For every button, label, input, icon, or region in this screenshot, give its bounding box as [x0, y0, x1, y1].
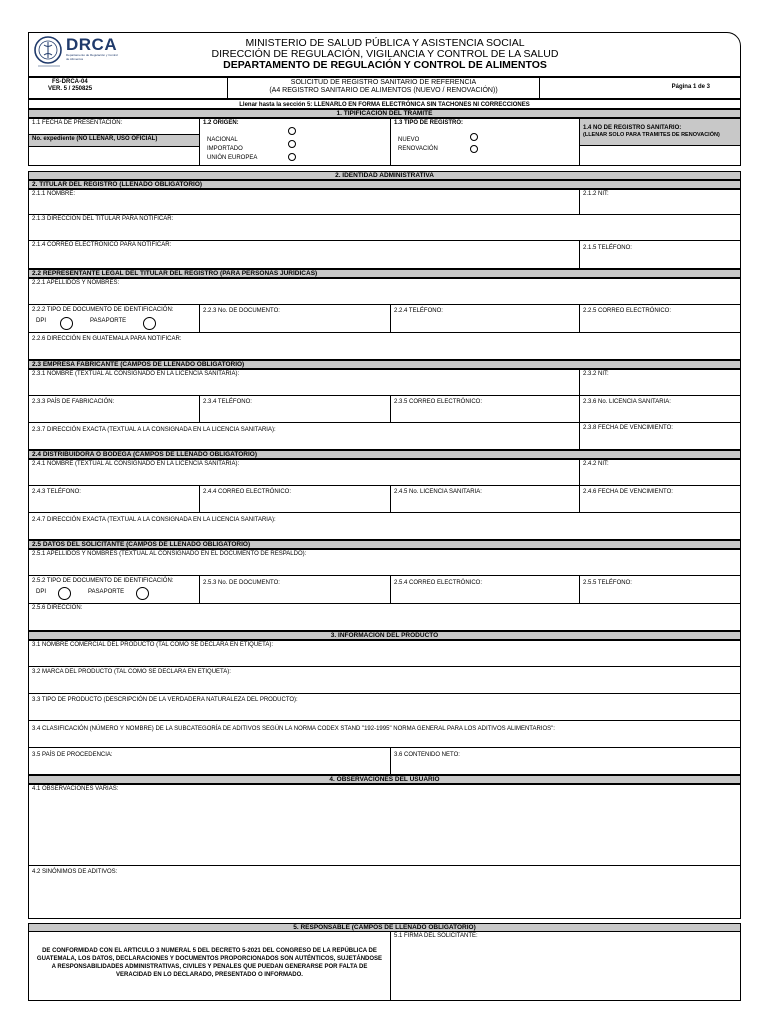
- field-label: 2.4.2 NIT:: [583, 461, 609, 467]
- rep-apellidos-field[interactable]: [28, 278, 741, 305]
- expediente-blank: [28, 146, 200, 166]
- dist-vencimiento-field[interactable]: [579, 485, 741, 513]
- sol-direccion-field[interactable]: [28, 603, 741, 631]
- field-label: 2.1.2 NIT:: [583, 191, 609, 197]
- sol-dpi-radio[interactable]: [58, 587, 71, 600]
- section-5-title: 5. RESPONSABLE (CAMPOS DE LLENADO OBLIGATORIO): [28, 923, 741, 932]
- observaciones-field[interactable]: [28, 784, 741, 866]
- field-label: 2.2.2 TIPO DE DOCUMENTO DE IDENTIFICACIÓN:: [32, 307, 174, 313]
- sol-no-doc-field[interactable]: [199, 575, 391, 604]
- sol-correo-field[interactable]: [390, 575, 580, 604]
- field-label: 2.5.3 No. DE DOCUMENTO:: [203, 580, 280, 586]
- logo-text: DRCA: [66, 35, 118, 54]
- origin-ue-label: UNIÓN EUROPEA: [207, 155, 258, 161]
- type-nuevo-radio[interactable]: [470, 133, 478, 141]
- dist-correo-field[interactable]: [199, 485, 391, 513]
- field-note: (LLENAR SOLO PARA TRAMITES DE RENOVACIÓN): [583, 132, 720, 138]
- form-version: VER. 5 / 250825: [48, 86, 93, 92]
- field-label: 2.5.6 DIRECCIÓN:: [32, 605, 83, 611]
- field-label: 2.2.5 CORREO ELECTRÓNICO:: [583, 308, 672, 314]
- titular-telefono-field[interactable]: [579, 240, 741, 269]
- rep-correo-field[interactable]: [579, 304, 741, 333]
- field-label: 2.3.7 DIRECCIÓN EXACTA (TEXTUAL A LA CONSIGNADA EN LA LICENCIA SANITARIA):: [32, 427, 276, 433]
- field-label: 2.4.6 FECHA DE VENCIMIENTO:: [583, 489, 673, 495]
- page-number: Página 1 de 3: [671, 84, 710, 90]
- field-label: 2.3.8 FECHA DE VENCIMIENTO:: [583, 425, 673, 431]
- field-label: 2.2.3 No. DE DOCUMENTO:: [203, 308, 280, 314]
- fab-pais-field[interactable]: [28, 395, 200, 423]
- fecha-presentacion-field[interactable]: [28, 118, 200, 135]
- dist-nombre-field[interactable]: [28, 459, 580, 486]
- section-1-title: 1. TIPIFICACIÓN DEL TRAMITE: [28, 109, 741, 118]
- firma-field[interactable]: [390, 931, 741, 1001]
- field-label: 2.1.5 TELÉFONO:: [583, 245, 632, 251]
- type-renovacion-radio[interactable]: [470, 145, 478, 153]
- section-2-5-title: 2.5 DATOS DEL SOLICITANTE (CAMPOS DE LLENADO OBLIGATORIO): [28, 540, 741, 549]
- field-label: 2.5.5 TELÉFONO:: [583, 580, 632, 586]
- field-label: 1.1 FECHA DE PRESENTACIÓN:: [32, 120, 123, 126]
- section-2-2-title: 2.2 REPRESENTANTE LEGAL DEL TITULAR DEL REGISTRO (PARA PERSONAS JURÍDICAS): [28, 269, 741, 278]
- field-label: 2.3.2 NIT:: [583, 371, 609, 377]
- titular-nombre-field[interactable]: [28, 189, 580, 215]
- field-label: 2.1.4 CORREO ELECTRÓNICO PARA NOTIFICAR:: [32, 242, 172, 248]
- titular-nit-field[interactable]: [579, 189, 741, 215]
- field-label: 2.3.6 No. LICENCIA SANITARIA:: [583, 399, 671, 405]
- rep-no-doc-field[interactable]: [199, 304, 391, 333]
- form-code-cell: [28, 77, 228, 99]
- field-label: 3.5 PAÍS DE PROCEDENCIA:: [32, 752, 113, 758]
- dist-telefono-field[interactable]: [28, 485, 200, 513]
- field-label: 1.4 NO DE REGISTRO SANITARIO:: [583, 125, 682, 131]
- field-label: 3.6 CONTENIDO NETO:: [394, 752, 460, 758]
- logo: [30, 34, 120, 74]
- titular-correo-field[interactable]: [28, 240, 580, 269]
- instruction: Llenar hasta la sección 5: LLENARLO EN FORMA ELECTRÓNICA SIN TACHONES NI CORRECCIONES: [28, 99, 741, 109]
- prod-tipo-field[interactable]: [28, 693, 741, 721]
- field-label: 3.1 NOMBRE COMERCIAL DEL PRODUCTO (TAL COMO SE DECLARA EN ETIQUETA):: [32, 642, 274, 648]
- section-2-3-title: 2.3 EMPRESA FABRICANTE (CAMPOS DE LLENADO OBLIGATORIO): [28, 360, 741, 369]
- field-label: 2.2.4 TELÉFONO:: [394, 308, 443, 314]
- field-label: 1.2 ORIGEN:: [203, 120, 239, 126]
- rep-telefono-field[interactable]: [390, 304, 580, 333]
- titular-direccion-field[interactable]: [28, 214, 741, 241]
- rep-dpi-label: DPI: [36, 318, 47, 324]
- field-label: 2.1.3 DIRECCIÓN DEL TITULAR PARA NOTIFICAR:: [32, 216, 174, 222]
- declaration-text: DE CONFORMIDAD CON EL ARTICULO 3 NUMERAL 5 DEL DECRETO 5-2021 DEL CONGRESO DE LA REPÚBLICA DE GUATEMALA, LOS DATOS, DECLARACIONES Y DOCUMENTOS PROPORCIONADOS SON AUTÉNTICOS, SUJETÁNDOSE A RESPONSABILIDADES ADMINISTRATIVAS, CIVILES Y PENALES QUE PUEDAN GENERARSE POR FALTA DE VERACIDAD EN LO DECLARADO, PRESENTADO O INFORMADO.: [36, 948, 383, 978]
- field-label: 4.2 SINÓNIMOS DE ADITIVOS:: [32, 869, 118, 875]
- sol-pasaporte-label: PASAPORTE: [88, 589, 125, 595]
- field-label: 2.3.1 NOMBRE (TEXTUAL AL CONSIGNADO EN LA LICENCIA SANITARIA):: [32, 371, 240, 377]
- registro-sanitario-input[interactable]: [579, 145, 741, 166]
- field-label: 2.1.1 NOMBRE:: [32, 191, 76, 197]
- field-label: 2.2.1 APELLIDOS Y NOMBRES:: [32, 280, 120, 286]
- sol-apellidos-field[interactable]: [28, 549, 741, 576]
- sol-pasaporte-radio[interactable]: [136, 587, 149, 600]
- page-number-cell: [539, 77, 741, 99]
- field-label: 2.3.3 PAÍS DE FABRICACIÓN:: [32, 399, 115, 405]
- field-label: 2.2.6 DIRECCIÓN EN GUATEMALA PARA NOTIFICAR:: [32, 336, 182, 342]
- origin-nacional-label: NACIONAL: [207, 137, 238, 143]
- fab-telefono-field[interactable]: [199, 395, 391, 423]
- section-4-title: 4. OBSERVACIONES DEL USUARIO: [28, 775, 741, 784]
- section-3-title: 3. INFORMACIÓN DEL PRODUCTO: [28, 631, 741, 640]
- fab-nombre-field[interactable]: [28, 369, 580, 396]
- prod-nombre-field[interactable]: [28, 640, 741, 667]
- origin-ue-radio[interactable]: [288, 153, 296, 161]
- field-label: 5.1 FIRMA DEL SOLICITANTE:: [394, 933, 478, 939]
- dist-direccion-field[interactable]: [28, 512, 741, 540]
- sol-telefono-field[interactable]: [579, 575, 741, 604]
- fab-nit-field[interactable]: [579, 369, 741, 396]
- field-label: 2.4.5 No. LICENCIA SANITARIA:: [394, 489, 482, 495]
- logo-tagline: Departamento de Regulación y Control de Alimentos: [66, 53, 118, 61]
- request-title-cell: [227, 77, 540, 99]
- field-label: 4.1 OBSERVACIONES VARIAS:: [32, 786, 119, 792]
- rep-dpi-radio[interactable]: [60, 317, 73, 330]
- field-label: 2.5.4 CORREO ELECTRÓNICO:: [394, 580, 483, 586]
- rep-pasaporte-label: PASAPORTE: [90, 318, 127, 324]
- dist-licencia-field[interactable]: [390, 485, 580, 513]
- field-label: 3.2 MARCA DEL PRODUCTO (TAL COMO SE DECLARA EN ETIQUETA):: [32, 669, 231, 675]
- field-label: 1.3 TIPO DE REGISTRO:: [394, 120, 464, 126]
- declaration-cell: [28, 931, 391, 1001]
- direction-title: DIRECCIÓN DE REGULACIÓN, VIGILANCIA Y CONTROL DE LA SALUD: [211, 48, 559, 60]
- field-label: 3.4 CLASIFICACIÓN (NÚMERO Y NOMBRE) DE LA SUBCATEGORÍA DE ADITIVOS SEGÚN LA NORMA CODEX STAND "192-1995" NORMA GENERAL PARA LOS ADITIVOS ALIMENTARIOS":: [32, 726, 555, 732]
- section-2-4-title: 2.4 DISTRIBUIDORA O BODEGA (CAMPOS DE LLENADO OBLIGATORIO): [28, 450, 741, 459]
- rep-direccion-field[interactable]: [28, 332, 741, 360]
- rep-pasaporte-radio[interactable]: [143, 317, 156, 330]
- field-label: 2.4.7 DIRECCIÓN EXACTA (TEXTUAL A LA CONSIGNADA EN LA LICENCIA SANITARIA):: [32, 517, 276, 523]
- origin-nacional-radio[interactable]: [288, 127, 296, 135]
- prod-clasificacion-field[interactable]: [28, 720, 741, 748]
- request-title: SOLICITUD DE REGISTRO SANITARIO DE REFERENCIA: [290, 79, 477, 86]
- department-title: DEPARTAMENTO DE REGULACIÓN Y CONTROL DE ALIMENTOS: [223, 59, 547, 71]
- request-subtitle: (A4 REGISTRO SANITARIO DE ALIMENTOS (NUEVO / RENOVACIÓN)): [269, 87, 498, 94]
- fab-correo-field[interactable]: [390, 395, 580, 423]
- field-label: 2.4.1 NOMBRE (TEXTUAL AL CONSIGNADO EN LA LICENCIA SANITARIA):: [32, 461, 240, 467]
- field-label: No. expediente (NO LLENAR, USO OFICIAL): [32, 136, 158, 142]
- section-2-1-title: 2. TITULAR DEL REGISTRO (LLENADO OBLIGATORIO): [28, 180, 741, 189]
- field-label: 2.3.5 CORREO ELECTRÓNICO:: [394, 399, 483, 405]
- fab-licencia-field[interactable]: [579, 395, 741, 423]
- origin-importado-radio[interactable]: [288, 140, 296, 148]
- fab-vencimiento-field[interactable]: [579, 422, 741, 450]
- sol-dpi-label: DPI: [36, 589, 47, 595]
- type-nuevo-label: NUEVO: [398, 137, 420, 143]
- field-label: 2.4.3 TELÉFONO:: [32, 489, 81, 495]
- prod-marca-field[interactable]: [28, 666, 741, 694]
- type-renovacion-label: RENOVACIÓN: [398, 146, 438, 152]
- field-label: 3.3 TIPO DE PRODUCTO (DESCRIPCIÓN DE LA VERDADERA NATURALEZA DEL PRODUCTO):: [32, 697, 298, 703]
- registro-sanitario-field: [579, 118, 741, 146]
- section-2-title: 2. IDENTIDAD ADMINISTRATIVA: [28, 171, 741, 180]
- field-label: 2.5.2 TIPO DE DOCUMENTO DE IDENTIFICACIÓN:: [32, 578, 174, 584]
- field-label: 2.3.4 TELÉFONO:: [203, 399, 252, 405]
- form-code: FS-DRCA-04: [52, 79, 88, 85]
- dist-nit-field[interactable]: [579, 459, 741, 486]
- field-label: 2.4.4 CORREO ELECTRÓNICO:: [203, 489, 292, 495]
- sinonimos-field[interactable]: [28, 865, 741, 919]
- fab-direccion-field[interactable]: [28, 422, 580, 450]
- origin-importado-label: IMPORTADO: [207, 146, 243, 152]
- ministry-title: MINISTERIO DE SALUD PÚBLICA Y ASISTENCIA SOCIAL: [245, 37, 525, 49]
- field-label: 2.5.1 APELLIDOS Y NOMBRES (TEXTUAL AL CONSIGNADO EN EL DOCUMENTO DE RESPALDO):: [32, 551, 307, 557]
- prod-contenido-field[interactable]: [390, 747, 741, 775]
- prod-pais-field[interactable]: [28, 747, 391, 775]
